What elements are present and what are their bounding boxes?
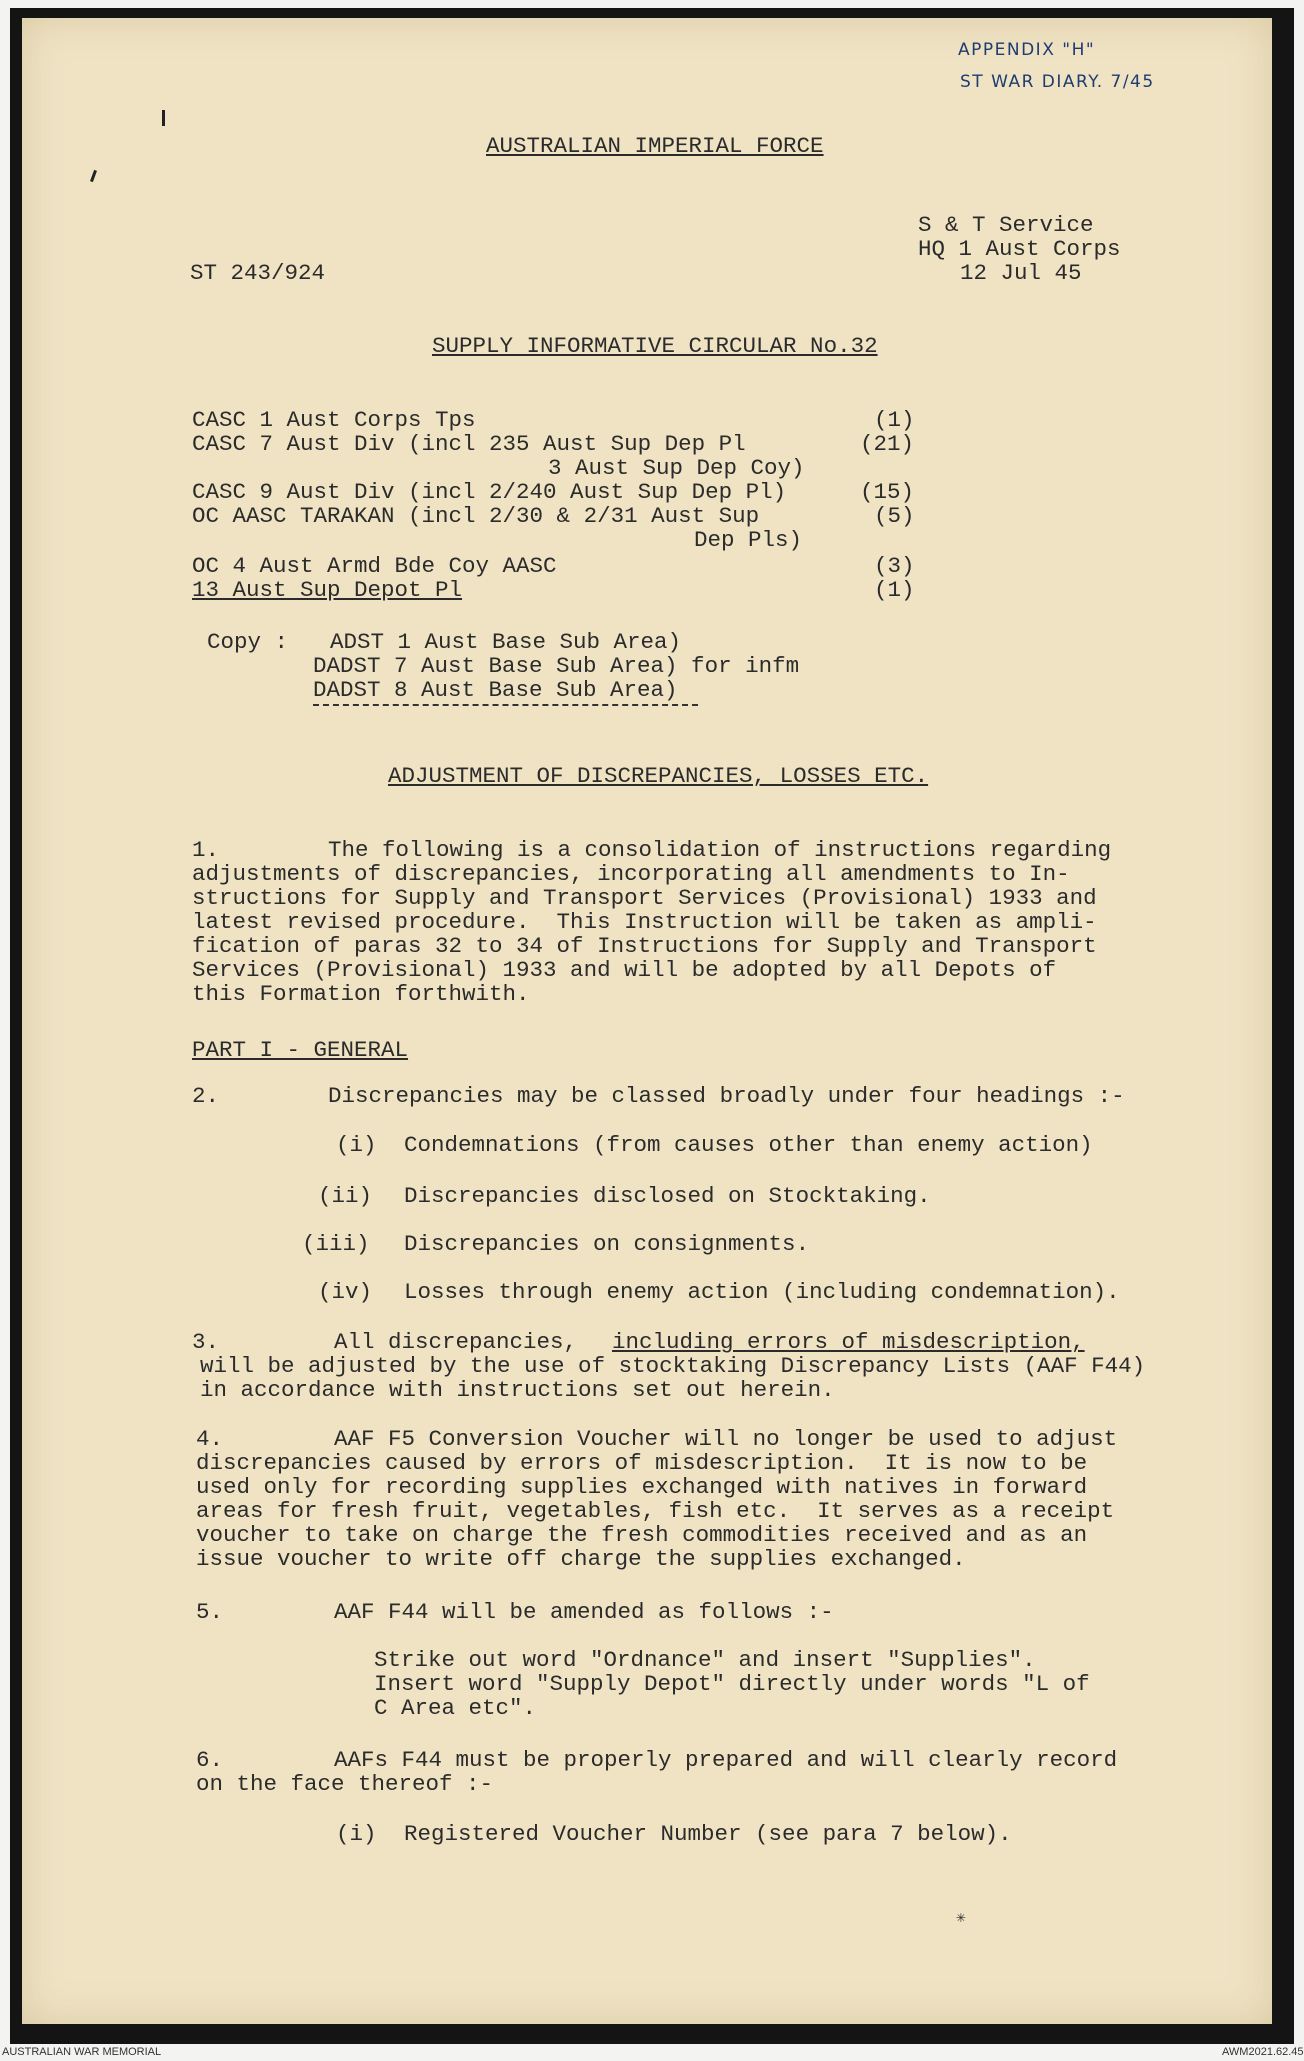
- para-1-number: 1.: [192, 837, 220, 863]
- para-2-item-number: (iv): [318, 1279, 373, 1305]
- para-2-number: 2.: [192, 1083, 220, 1109]
- para-1-line: this Formation forthwith.: [192, 981, 530, 1007]
- document-page: [22, 18, 1272, 2024]
- para-6-line: AAFs F44 must be properly prepared and will clearly record: [334, 1747, 1118, 1773]
- para-5-line: Strike out word "Ordnance" and insert "Supplies".: [374, 1647, 1036, 1673]
- para-1-line: fication of paras 32 to 34 of Instructions for Supply and Transport: [192, 933, 1097, 959]
- distribution-text: 3 Aust Sup Dep Coy): [548, 455, 805, 481]
- para-6-item-number: (i): [336, 1821, 377, 1847]
- footer-right: AWM2021.62.45: [1222, 2046, 1304, 2058]
- para-5-text: AAF F44 will be amended as follows :-: [334, 1599, 834, 1625]
- para-5-line: C Area etc".: [374, 1695, 537, 1721]
- para-4-line: discrepancies caused by errors of misdescription. It is now to be: [196, 1450, 1088, 1476]
- distribution-text: CASC 9 Aust Div (incl 2/240 Aust Sup Dep Pl): [192, 479, 787, 505]
- distribution-count: (3): [874, 553, 915, 579]
- para-6-item-text: Registered Voucher Number (see para 7 below).: [404, 1821, 1012, 1847]
- para-3-underlined: including errors of misdescription,: [612, 1329, 1085, 1355]
- distribution-count: (1): [874, 407, 915, 433]
- handwritten-appendix: APPENDIX "H": [958, 40, 1096, 60]
- distribution-count: (1): [874, 577, 915, 603]
- distribution-text: Dep Pls): [694, 527, 803, 553]
- circular-title: SUPPLY INFORMATIVE CIRCULAR No.32: [432, 333, 878, 359]
- para-4-line: areas for fresh fruit, vegetables, fish etc. It serves as a receipt: [196, 1498, 1115, 1524]
- distribution-text: CASC 1 Aust Corps Tps: [192, 407, 476, 433]
- para-1-line: latest revised procedure. This Instruction will be taken as ampli-: [192, 909, 1097, 935]
- para-3-line: in accordance with instructions set out herein.: [200, 1377, 835, 1403]
- copy-line: DADST 7 Aust Base Sub Area) for infm: [313, 653, 800, 679]
- para-1-line: Services (Provisional) 1933 and will be adopted by all Depots of: [192, 957, 1057, 983]
- para-3-number: 3.: [192, 1329, 220, 1355]
- para-1-line: The following is a consolidation of instructions regarding: [328, 837, 1112, 863]
- para-4-number: 4.: [196, 1426, 224, 1452]
- para-5-number: 5.: [196, 1599, 224, 1625]
- sender-line-2: HQ 1 Aust Corps: [918, 236, 1121, 262]
- para-3-intro: All discrepancies,: [334, 1329, 591, 1355]
- para-2-item-text: Discrepancies on consignments.: [404, 1231, 810, 1257]
- copy-line: DADST 8 Aust Base Sub Area): [313, 677, 678, 703]
- dashed-divider: [313, 704, 698, 706]
- para-3-line: will be adjusted by the use of stocktaking Discrepancy Lists (AAF F44): [200, 1353, 1146, 1379]
- distribution-text: CASC 7 Aust Div (incl 235 Aust Sup Dep Pl: [192, 431, 746, 457]
- para-2-text: Discrepancies may be classed broadly under four headings :-: [328, 1083, 1125, 1109]
- distribution-text: OC 4 Aust Armd Bde Coy AASC: [192, 553, 557, 579]
- copy-line: ADST 1 Aust Base Sub Area): [330, 629, 682, 655]
- para-6-line: on the face thereof :-: [196, 1771, 494, 1797]
- reference-number: ST 243/924: [190, 260, 326, 286]
- document-date: 12 Jul 45: [960, 260, 1082, 286]
- ink-speck: ✳: [956, 1909, 966, 1927]
- document-title: AUSTRALIAN IMPERIAL FORCE: [486, 133, 824, 159]
- para-2-item-text: Condemnations (from causes other than enemy action): [404, 1132, 1093, 1158]
- sender-line-1: S & T Service: [918, 212, 1094, 238]
- para-2-item-number: (iii): [302, 1231, 370, 1257]
- distribution-count: (15): [860, 479, 915, 505]
- distribution-text: OC AASC TARAKAN (incl 2/30 & 2/31 Aust Sup: [192, 503, 760, 529]
- para-4-line: issue voucher to write off charge the supplies exchanged.: [196, 1546, 966, 1572]
- para-2-item-number: (i): [336, 1132, 377, 1158]
- para-6-number: 6.: [196, 1747, 224, 1773]
- para-4-line: AAF F5 Conversion Voucher will no longer be used to adjust: [334, 1426, 1118, 1452]
- para-2-item-text: Discrepancies disclosed on Stocktaking.: [404, 1183, 931, 1209]
- para-5-line: Insert word "Supply Depot" directly under words "L of: [374, 1671, 1090, 1697]
- handwritten-war-diary: ST WAR DIARY. 7/45: [960, 72, 1155, 92]
- copy-label: Copy :: [207, 629, 289, 655]
- para-4-line: voucher to take on charge the fresh commodities received and as an: [196, 1522, 1088, 1548]
- part-heading: PART I - GENERAL: [192, 1037, 409, 1063]
- para-2-item-number: (ii): [318, 1183, 373, 1209]
- para-1-line: adjustments of discrepancies, incorporating all amendments to In-: [192, 861, 1070, 887]
- para-1-line: structions for Supply and Transport Services (Provisional) 1933 and: [192, 885, 1097, 911]
- distribution-count: (21): [860, 431, 915, 457]
- distribution-count: (5): [874, 503, 915, 529]
- hole-punch-mark: [162, 110, 165, 126]
- distribution-text: 13 Aust Sup Depot Pl: [192, 577, 463, 603]
- footer-left: AUSTRALIAN WAR MEMORIAL: [2, 2046, 162, 2058]
- subject-heading: ADJUSTMENT OF DISCREPANCIES, LOSSES ETC.: [388, 763, 929, 789]
- para-4-line: used only for recording supplies exchanged with natives in forward: [196, 1474, 1088, 1500]
- para-2-item-text: Losses through enemy action (including condemnation).: [404, 1279, 1120, 1305]
